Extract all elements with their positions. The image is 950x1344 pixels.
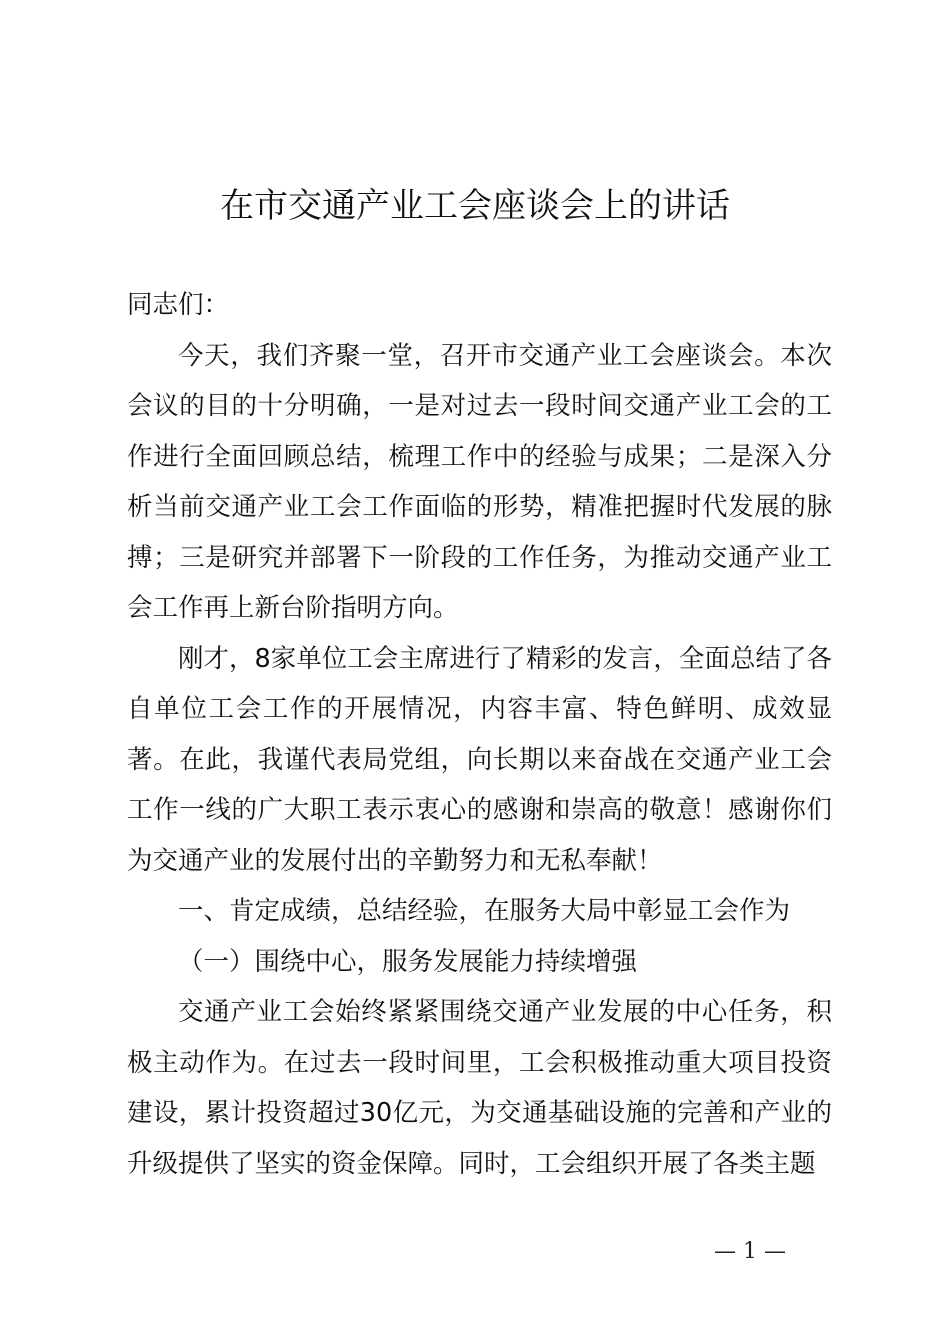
document-title: 在市交通产业工会座谈会上的讲话: [220, 186, 730, 226]
page-number: — 1 —: [714, 1239, 786, 1264]
salutation: 同志们：: [127, 290, 230, 320]
paragraph-intro: 今天，我们齐聚一堂，召开市交通产业工会座谈会。本次会议的目的十分明确，一是对过去一段时间交通产业工会的工作进行全面回顾总结，梳理工作中的经验与成果；二是深入分析当前交通产业工会工作面临的形势，精准把握时代发展的脉搏；三是研究并部署下一阶段的工作任务，为推动交通产业工会工作再上新台阶指明方向。: [127, 340, 832, 623]
document-body: [127, 280, 832, 1189]
subsection-heading-1: （一）围绕中心，服务发展能力持续增强: [178, 946, 638, 977]
paragraph-thanks: 刚才，8家单位工会主席进行了精彩的发言，全面总结了各自单位工会工作的开展情况，内容丰富、特色鲜明、成效显著。在此，我谨代表局党组，向长期以来奋战在交通产业工会工作一线的广大职工表示衷心的感谢和崇高的敬意！感谢你们为交通产业的发展付出的辛勤努力和无私奉献！: [127, 643, 832, 876]
paragraph-achievements: 交通产业工会始终紧紧围绕交通产业发展的中心任务，积极主动作为。在过去一段时间里，工会积极推动重大项目投资建设，累计投资超过30亿元，为交通基础设施的完善和产业的升级提供了坚实的资金保障。同时，工会组织开展了各类主题: [127, 997, 832, 1179]
section-heading-1: 一、肯定成绩，总结经验，在服务大局中彰显工会作为: [178, 896, 791, 926]
